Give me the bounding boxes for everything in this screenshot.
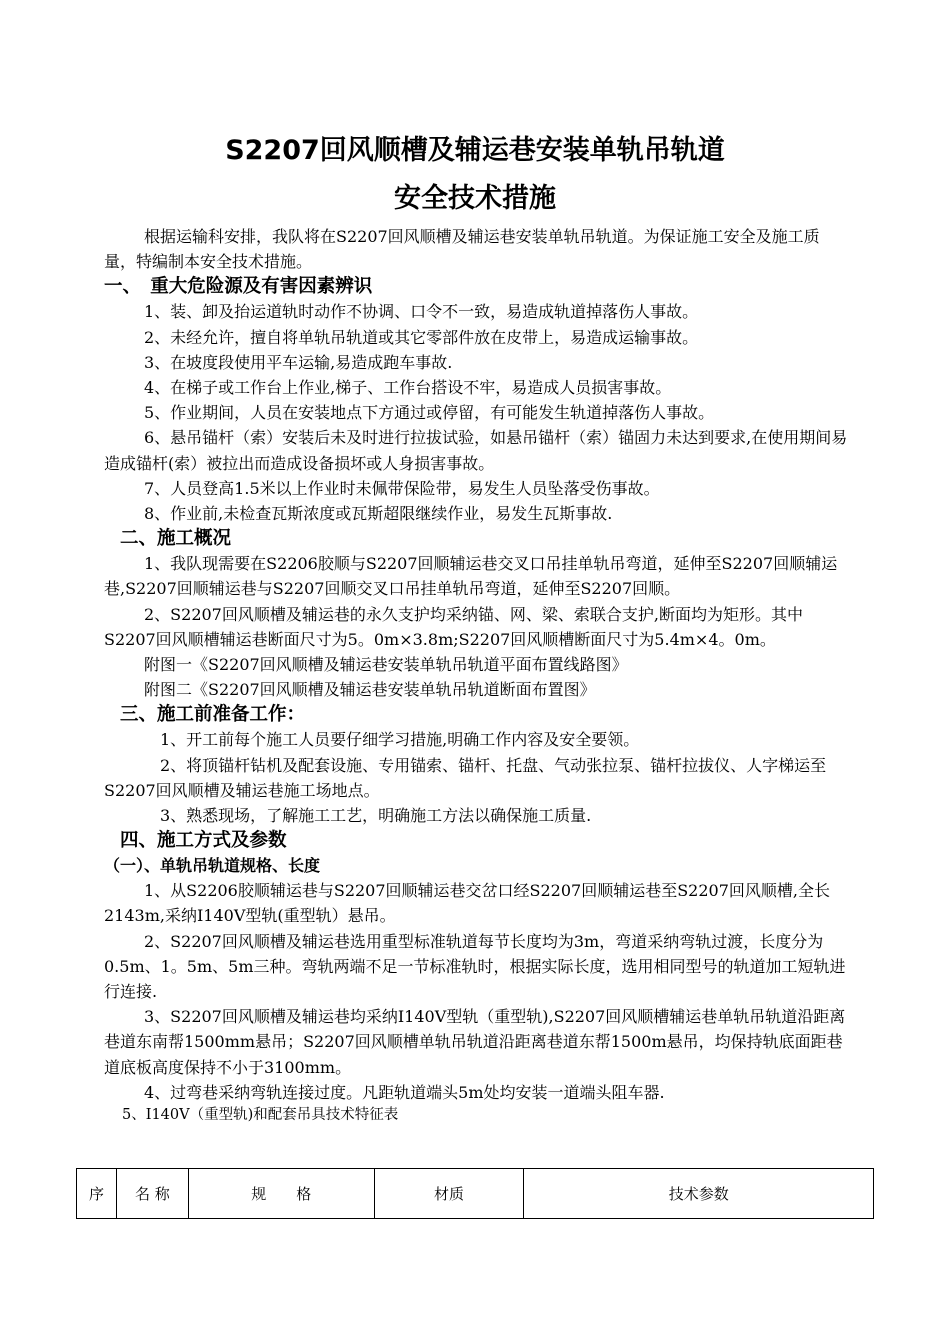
intro-paragraph: 根据运输科安排，我队将在S2207回风顺槽及辅运巷安装单轨吊轨道。为保证施工安全及施工质量，特编制本安全技术措施。 — [104, 227, 820, 272]
spec-table — [76, 1168, 874, 1219]
section-4-subheading: （一）、单轨吊轨道规格、长度 — [104, 856, 321, 876]
section-2-item: 1、我队现需要在S2206胶顺与S2207回顺辅运巷交叉口吊挂单轨吊弯道，延伸至S2207回顺辅运巷,S2207回顺辅运巷与S2207回顺交叉口吊挂单轨吊弯道，延伸至S2207回顺。 — [104, 554, 838, 599]
section-1-item: 3、在坡度段使用平车运输,易造成跑车事故. — [144, 352, 453, 372]
table-header-cell: 技术参数 — [524, 1169, 874, 1219]
section-4-item: 3、S2207回风顺槽及辅运巷均采纳I140V型轨（重型轨),S2207回风顺槽辅运巷单轨吊轨道沿距离巷道东南帮1500mm悬吊；S2207回风顺槽单轨吊轨道沿距离巷道东帮1500m悬吊，均保持轨底面距巷道底板高度保持不小于3100mm。 — [104, 1007, 846, 1077]
section-1-item: 2、未经允许，擅自将单轨吊轨道或其它零部件放在皮带上，易造成运输事故。 — [144, 327, 699, 347]
section-1-item: 4、在梯子或工作台上作业,梯子、工作台搭设不牢，易造成人员损害事故。 — [144, 378, 672, 398]
document-body — [104, 224, 848, 1128]
section-3-item: 1、开工前每个施工人员要仔细学习措施,明确工作内容及安全要领。 — [160, 730, 640, 750]
section-4-heading: 四、施工方式及参数 — [120, 830, 287, 852]
section-1-heading: 一、 重大危险源及有害因素辨识 — [104, 276, 373, 298]
section-4-item: 4、过弯巷采纳弯轨连接过度。凡距轨道端头5m处均安装一道端头阻车器. — [144, 1082, 665, 1102]
section-4-item: 2、S2207回风顺槽及辅运巷选用重型标准轨道每节长度均为3m，弯道采纳弯轨过渡，长度分为0.5m、1。5m、5m三种。弯轨两端不足一节标准轨时，根据实际长度，选用相同型号的轨道加工短轨进行连接. — [104, 931, 846, 1002]
section-4-item: 1、从S2206胶顺辅运巷与S2207回顺辅运巷交岔口经S2207回顺辅运巷至S2207回风顺槽,全长2143m,采纳I140V型轨(重型轨）悬吊。 — [104, 881, 830, 926]
document-title-line2: 安全技术措施 — [394, 183, 556, 214]
section-1-item: 1、装、卸及抬运道轨时动作不协调、口令不一致，易造成轨道掉落伤人事故。 — [144, 302, 699, 322]
section-2-heading: 二、施工概况 — [120, 528, 232, 550]
table-header-cell: 规 格 — [188, 1169, 374, 1219]
document-title-line1: S2207回风顺槽及辅运巷安装单轨吊轨道 — [225, 135, 725, 166]
table-header-cell: 名 称 — [116, 1169, 188, 1219]
section-2-attachment: 附图二《S2207回风顺槽及辅运巷安装单轨吊轨道断面布置图》 — [144, 680, 596, 700]
table-header-cell: 材质 — [374, 1169, 524, 1219]
table-header-cell: 序 — [77, 1169, 117, 1219]
section-3-heading: 三、施工前准备工作： — [120, 704, 306, 726]
section-3-item: 3、熟悉现场，了解施工工艺，明确施工方法以确保施工质量. — [160, 806, 592, 826]
section-1-item: 7、人员登高1.5米以上作业时未佩带保险带，易发生人员坠落受伤事故。 — [144, 478, 660, 498]
table-header-row — [77, 1169, 874, 1219]
section-2-item: 2、S2207回风顺槽及辅运巷的永久支护均采纳锚、网、梁、索联合支护,断面均为矩形。其中S2207回风顺槽辅运巷断面尺寸为5。0m×3.8m;S2207回风顺槽断面尺寸为5.4m×4。0m。 — [104, 604, 803, 649]
section-2-attachment: 附图一《S2207回风顺槽及辅运巷安装单轨吊轨道平面布置线路图》 — [144, 655, 628, 675]
section-1-item: 5、作业期间，人员在安装地点下方通过或停留，有可能发生轨道掉落伤人事故。 — [144, 403, 715, 423]
table-caption: 5、I140V（重型轨)和配套吊具技术特征表 — [122, 1107, 399, 1124]
section-1-item: 8、作业前,未检查瓦斯浓度或瓦斯超限继续作业，易发生瓦斯事故. — [144, 504, 613, 524]
section-3-item: 2、将顶锚杆钻机及配套设施、专用锚索、锚杆、托盘、气动张拉泵、锚杆拉拔仪、人字梯运至S2207回风顺槽及辅运巷施工场地点。 — [104, 755, 827, 800]
section-1-item: 6、悬吊锚杆（索）安装后未及时进行拉拔试验，如悬吊锚杆（索）锚固力未达到要求,在使用期间易造成锚杆(索）被拉出而造成设备损坏或人身损害事故。 — [104, 428, 848, 473]
